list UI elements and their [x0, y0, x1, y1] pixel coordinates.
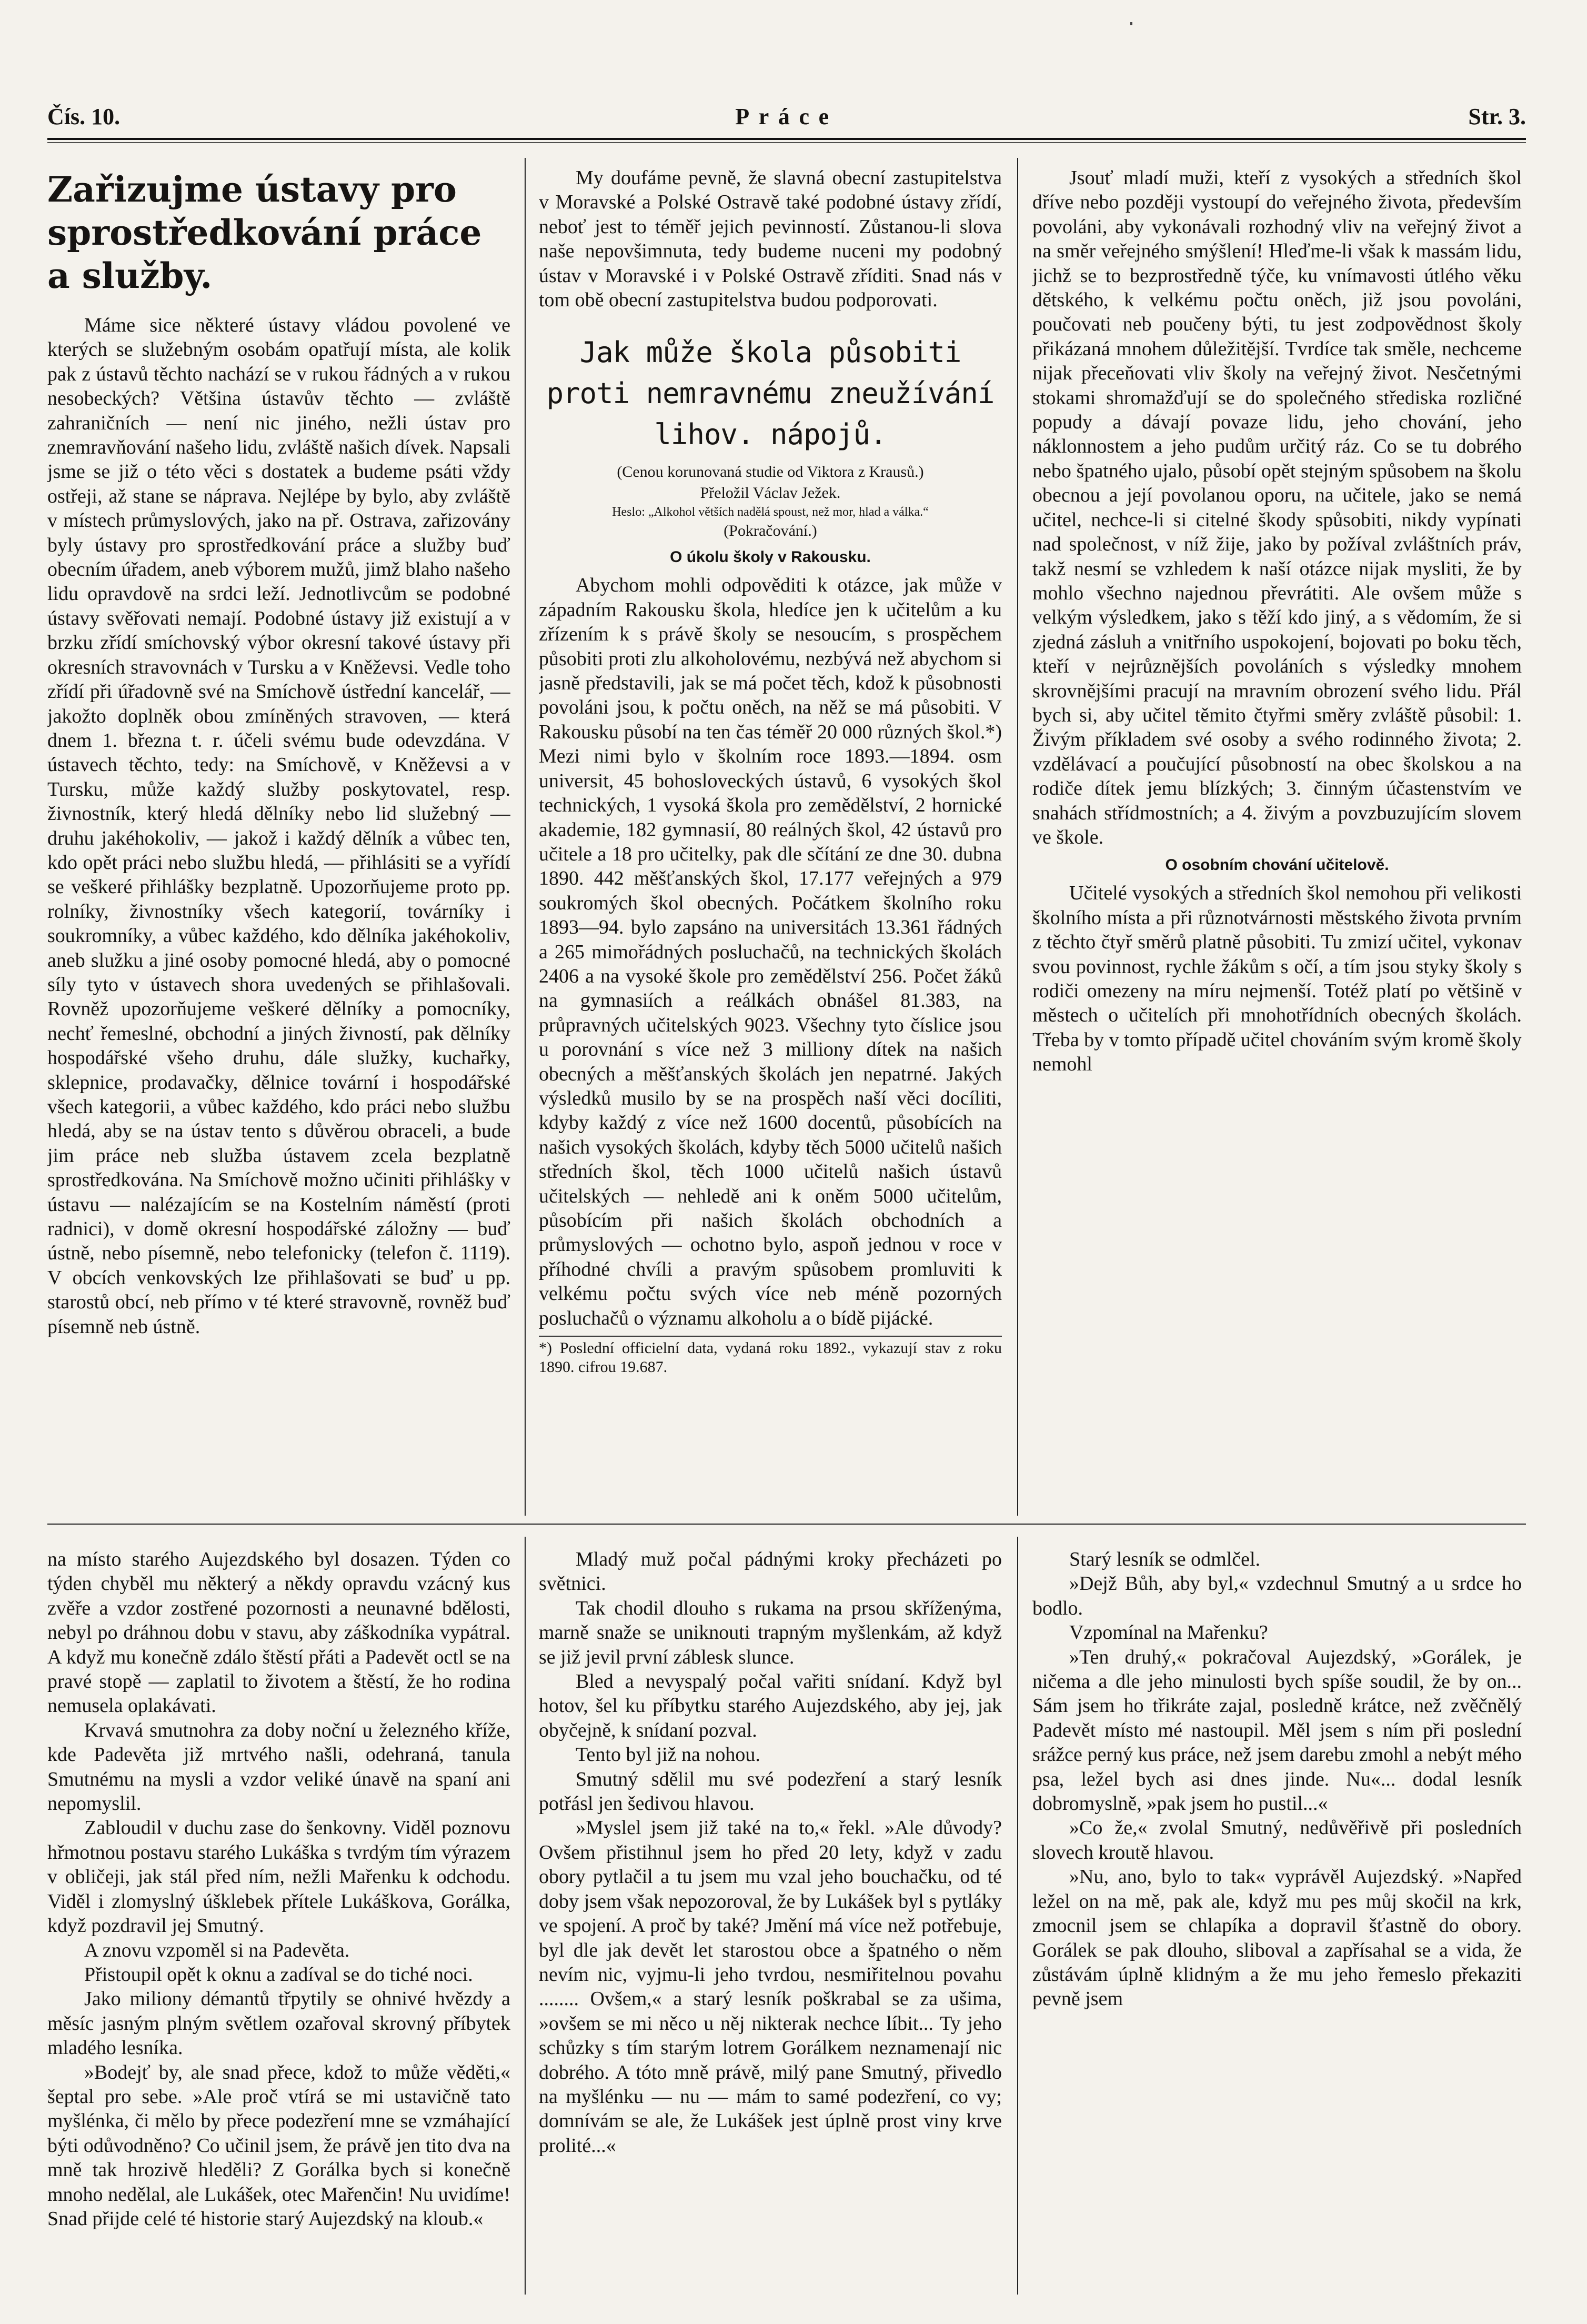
section-heading: O úkolu školy v Rakousku.: [670, 548, 871, 566]
feuilleton-column-2: [539, 1547, 1002, 2295]
newspaper-title: Práce: [735, 104, 838, 129]
article-title: Jak může škola působiti proti nemravnému zneužívání lihov. nápojů.: [546, 336, 995, 452]
feuilleton-paragraph: Zabloudil v duchu zase do šenkovny. Viděl poznovu hřmotnou postavu starého Lukáška s tvrdým tím výrazem v obličeji, jak stál před ním, nežli Mařenku k odchodu. Viděl i zlomyslný úšklebek přítele Lukáškova, Gorálka, když pozdravil jej Smutný.: [47, 1817, 510, 1937]
article-title: Zařizujme ústavy pro sprostředkování práce a služby.: [47, 169, 482, 296]
column-divider: [1017, 1537, 1018, 2295]
article-paragraph: My doufáme pevně, že slavná obecní zastupitelstva v Moravské a Polské Ostravě také podobné ústavy zřídí, neboť jest to téměř jejich pevinností. Zůstanou-li slova naše nepovšimnuta, tedy budeme nuceni my podobný ústav v Moravské i v Polské Ostravě zříditi. Snad nás v tom obě obecní zastupitelstva budou podporovati.: [539, 167, 1002, 312]
feuilleton-paragraph: na místo starého Aujezdského byl dosazen. Týden co týden chyběl mu některý a někdy opravdu vzácný kus zvěře a vzdor zostřené pozornosti a neunavné bdělosti, nebyl po dráhnou dobu v stavu, aby záškodníka vypátral. A když mu konečně zdálo štěstí přáti a Padevět octl se na pravé stopě — zaplatil to životem a štěstí, že ho rodina nemusela oplakávati.: [47, 1548, 510, 1717]
article-column-3: [1032, 166, 1522, 1513]
feuilleton-column-3: [1032, 1547, 1522, 2295]
article-paragraph: Učitelé vysokých a středních škol nemohou při velikosti školního místa a při různotvárnosti městského života prvním z těchto čtyř směrů platně působiti. Tu zmizí učitel, vykonav svou povinnost, rychle žákům s očí, a tím jsou styky školy s rodiči omezeny na míru nejmenší. Totéž platí po většině v městech o učitelích při mnohotřídních obecných školách. Třeba by v tomto případě učitel chováním svým kromě školy nemohl: [1032, 882, 1522, 1076]
print-speck: [1130, 22, 1132, 25]
article-paragraph: Máme sice některé ústavy vládou povolené ve kterých se služebným osobám opatřují místa, ale kolik pak z ústavů těchto nachází se v rukou řádných a v rukou nesobeckých? Většina ústavův těchto — zvláště zahraničních — není nic jiného, nežli ústav pro znemravňování našeho lidu, zvláště našich dívek. Napsali jsme se již o této věci s dostatek a budeme psáti vždy ostřeji, až stane se náprava. Nejlépe by bylo, aby zvláště v místech průmyslových, jako na př. Ostrava, zařizovány byly ústavy pro sprostředkování práce a služby buď obecním úřadem, aneb výborem mužů, jimž blaho našeho lidu opravdově na srdci leží. Jednotlivcům se podobné ústavy svěřovati nemají. Podobné ústavy již existují a v brzku zřídí smíchovský výbor okresní takové ústavy při okresních stravovnách v Tursku a v Kněževsi. Vedle toho zřídí při úřadovně své na Smíchově ústřední kancelář, — jakožto doplněk obou zmíněných stravoven, — která dnem 1. března t. r. účeli svému bude odevzdána. V ústavech těchto, tedy: na Smíchově, v Kněževsi a v Tursku, může každý služby poskytovatel, resp. živnostník, který hledá dělníky nebo lid služebný — druhu jakéhokoliv, — jakož i každý dělník a vůbec ten, kdo opět práci nebo službu hledá, — přihlásiti se a vyřídí se veškeré přihlášky bezplatně. Upozorňujeme proto pp. rolníky, živnostníky všech kategorií, továrníky i soukromníky, a vůbec každého, kdo dělníka jakéhokoliv, aneb služku a jiné osoby pomocné hledá, aby o pomocné síly tyto v ústavech shora uvedených se přihlašovali. Rovněž upozorňujeme veškeré dělníky a pomocníky, nechť řemeslné, obchodní a jiných živností, pak dělníky hospodářské všeho druhu, dále služky, kuchařky, sklepnice, prodavačky, dělnice tovární i hospodářské všech kategorii, a vůbec každého, kdo práci nebo službu hledá, aby se na ústav tento s důvěrou obraceli, a bude jim práce neb služba ústavem zcela bezplatně sprostředkována. Na Smíchově možno učiniti přihlášky v ústavu — nalézajícím se na Kostelním náměstí (proti radnici), v domě okresní hospodářské záložny — buď ústně, nebo písemně, nebo telefonicky (telefon č. 1119). V obcích venkovských lze přihlašovati se buď u pp. starostů obcí, neb přímo v té které stravovně, rovněž buď písemně neb ústně.: [47, 314, 510, 1338]
feuilleton-paragraph: Jako miliony démantů třpytily se ohnivé hvězdy a měsíc jasným plným světlem ozařoval skrovný příbytek mladého lesníka.: [47, 1988, 510, 2059]
column-divider: [525, 1537, 526, 2295]
feuilleton-paragraph: Přistoupil opět k oknu a zadíval se do tiché noci.: [84, 1963, 473, 1986]
motto: Heslo: „Alkohol větších nadělá spoust, než mor, hlad a válka.“: [612, 505, 929, 519]
feuilleton-paragraph: »Co že,« zvolal Smutný, nedůvěřivě při posledních slovech kroutě hlavou.: [1032, 1817, 1522, 1864]
feuilleton-paragraph: »Myslel jsem již také na to,« řekl. »Ale důvody? Ovšem přistihnul jsem ho před 20 lety, když v zadu obory pytlačil a tu jsem mu vzal jeho bouchačku, od té doby jsem však nepozoroval, že by Lukášek byl s pytláky ve spojení. A proč by také? Jmění má více než potřebuje, byl dle jak devět let starostou obce a špatného o něm nevím nic, vyjmu-li jeho tvrdou, nesmiřitelnou povahu ........ Ovšem,« a starý lesník poškrabal se za ušima, »ovšem se mi něco u něj nikterak nechce líbit... Ty jeho schůzky s tím starým lotrem Gorálkem neznamenají nic dobrého. A tóto mně právě, milý pane Smutný, přivedlo na myšlénku — nu — mám to samé podezření, co vy; domnívám se ale, že Lukášek jest úplně prost viny krve prolité...«: [539, 1817, 1002, 2157]
feuilleton-paragraph: Vzpomínal na Mařenku?: [1069, 1621, 1268, 1644]
continuation-note: (Pokračování.): [724, 522, 817, 540]
section-heading: O osobním chování učitelově.: [1165, 856, 1389, 874]
header-rule: [47, 138, 1526, 143]
issue-number: Čís. 10.: [47, 104, 120, 129]
article-paragraph: Abychom mohli odpověditi k otázce, jak může v západním Rakousku škola, hledíce jen k učitelům a ku zřízením k s právě školy se nesoucím, s prospěchem působiti proti zlu alkoholovému, nezbývá než abychom si jasně představili, jak se má počet těch, kdož k působnosti povoláni jsou, k počtu oněch, na něž se má působiti. V Rakousku působí na ten čas téměř 20 000 různých škol.*) Mezi nimi bylo v školním roce 1893.—1894. osm universit, 45 bohosloveckých ústavů, 6 vysokých škol technických, 1 vysoká škola pro zemědělství, 2 hornické akademie, 182 gymnasií, 80 reálných škol, 42 ústavů pro učitele a 18 pro učitelky, pak dle sčítání ze dne 30. dubna 1890. 442 měšťanských škol, 17.177 veřejných a 979 soukromých škol obecných. Počátkem školního roku 1893—94. bylo zapsáno na universitách 13.361 řádných a 265 mimořádných posluchačů, na technických školách 2406 a na vysoké škole pro zemědělství 256. Počet žáků na gymnasiích a reálkách obnášel 81.383, na průpravných učitelských 9023. Všechny tyto číslice jsou u porovnání s více než 3 milliony dítek na našich obecných a měšťanských školách jen nepatrné. Jakých výsledků musilo by se na prospěch naší věci docíliti, kdyby každý z více než 1600 docentů, působících na našich vysokých školách, kdyby těch 5000 učitelů našich středních škol, těch 1000 učitelů našich ústavů učitelských — nehledě ani k oněm 5000 učitelům, působícím při našich školách obchodních a průmyslových — ochotno bylo, aspoň jednou v roce v příhodné chvíli a pravým spůsobem promluviti k velkému počtu svých více neb méně pozorných posluchačů o významu alkoholu a o bídě pijácké.: [539, 574, 1002, 1329]
footnote: *) Poslední officielní data, vydaná roku 1892., vykazují stav z roku 1890. cifrou 19.687.: [539, 1336, 1002, 1377]
feuilleton-paragraph: Mladý muž počal pádnými kroky přecházeti po světnici.: [539, 1548, 1002, 1595]
feuilleton-paragraph: Tento byl již na nohou.: [576, 1744, 760, 1766]
article-column-1: [47, 166, 510, 1513]
article-column-2: [539, 166, 1002, 1513]
feuilleton-paragraph: Tak chodil dlouho s rukama na prsou skříženýma, marně snaže se uniknouti trapným myšlenkám, až když se již jevil první záblesk slunce.: [539, 1597, 1002, 1668]
column-divider: [1017, 158, 1018, 1516]
article-paragraph: Jsouť mladí muži, kteří z vysokých a středních škol dříve nebo později vystoupí do veřejného života, především povoláni, aby vykonávali rozhodný vliv na veřejný život a na směr veřejného smýšlení! Hleďme-li však k massám lidu, jichž se to bezprostředně týče, ku vnímavosti útlého věku dětského, k velkému počtu oněch, již jsou povoláni, poučovati neb poučeny býti, tu jest zodpovědnost školy přikázaná mnohem důležitější. Tvrdíce tak směle, nechceme nijak přeceňovati vliv školy na veřejný život. Nesčetnými stokami shromažďují se do společného střediska rozličné popudy a dávají povaze lidu, jeho chování, jeho náklonnostem a jeho pudům určitý ráz. Co se tu dobrého nebo špatného ujalo, působí opět stejným spůsobem na školu obecnou a její povolanou oporu, na učitele, jako se nemá učitel, nechce-li si citelné škody spůsobiti, nikdy vypínati nad společnost, v níž žije, jako by požíval zvláštních práv, takž nesmí se vzhledem k naší otázce nijak mysliti, že by mohlo všechno najednou převrátiti. Ale ovšem může s velkým výsledkem, jako s těží kdo jiný, a s vědomím, že si zjedná zásluh a vnitřního uspokojení, bojovati po boku těch, kteří v nejrůznějších povoláních s výsledky mnohem skrovnějšími pracují na mravním obrození svého lidu. Přál bych si, aby učitel těmito čtyřmi směry zvláště působil: 1. Živým příkladem své osoby a svého rodinného života; 2. vzdělávací a poučující působností na obec školskou a na rodiče dítek jemu blízkých; 3. činným účastenstvím ve snahách střídmostních; a 4. živým a povzbuzujícím slovem ve škole.: [1032, 167, 1522, 848]
feuilleton-paragraph: A znovu vzpoměl si na Padevěta.: [84, 1939, 350, 1961]
page-header: [47, 103, 1526, 140]
feuilleton-paragraph: »Dejž Bůh, aby byl,« vzdechnul Smutný a u srdce ho bodlo.: [1032, 1572, 1522, 1619]
feuilleton-paragraph: »Bodejť by, ale snad přece, kdož to může věděti,« šeptal pro sebe. »Ale proč vtírá se mi ustavičně tato myšlénka, či mělo by přece podezření mne se vzmáhající býti odůvodněno? Co učinil jsem, že právě jen tito dva na mně tak hrozivě hleděli? Z Gorálka bych si konečně mnoho nedělal, ale Lukášek, otec Mařenčin! Nu uvidíme! Snad přijde celé té historie starý Aujezdský na kloub.«: [47, 2061, 510, 2230]
feuilleton-paragraph: »Nu, ano, bylo to tak« vyprávěl Aujezdský. »Napřed ležel on na mě, pak ale, když mu pes můj skočil na krk, zmocnil jsem se chlapíka a dopravil šťastně do obory. Gorálek se pak dlouho, sliboval a zapřísahal se a vida, že zůstávám úplně klidným a že mu jeho řemeslo překaziti pevně jsem: [1032, 1866, 1522, 2010]
translator-credit: Přeložil Václav Ježek.: [700, 484, 841, 502]
article-subtitle: (Cenou korunovaná studie od Viktora z Krausů.): [617, 463, 924, 481]
feuilleton-paragraph: »Ten druhý,« pokračoval Aujezdský, »Gorálek, je ničema a dle jeho minulosti bych spíše soudil, že by on... Sám jsem ho třikráte zajal, posledně krátce, než zvěčnělý Padevět místo mé nastoupil. Měl jsem s ním při poslední srážce perný kus práce, než jsem darebu zmohl a nebýt mého psa, ležel bych asi dnes jinde. Nu«... dodal lesník dobromyslně, »pak jsem ho pustil...«: [1032, 1646, 1522, 1815]
feuilleton-paragraph: Smutný sdělil mu své podezření a starý lesník potřásl jen šedivou hlavou.: [539, 1768, 1002, 1815]
feuilleton-paragraph: Krvavá smutnohra za doby noční u železného kříže, kde Padevěta již mrtvého našli, odehraná, tanula Smutnému na mysli a vzdor veliké únavě na spaní ani nepomyslil.: [47, 1719, 510, 1815]
feuilleton-column-1: [47, 1547, 510, 2295]
feuilleton-paragraph: Starý lesník se odmlčel.: [1069, 1548, 1261, 1570]
feuilleton-paragraph: Bled a nevyspalý počal vařiti snídaní. Když byl hotov, šel ku příbytku starého Aujezdského, aby jej, jak obyčejně, k snídaní pozval.: [539, 1670, 1002, 1741]
page-number: Str. 3.: [1468, 104, 1526, 129]
column-divider: [525, 158, 526, 1516]
feuilleton-rule: [47, 1524, 1526, 1525]
